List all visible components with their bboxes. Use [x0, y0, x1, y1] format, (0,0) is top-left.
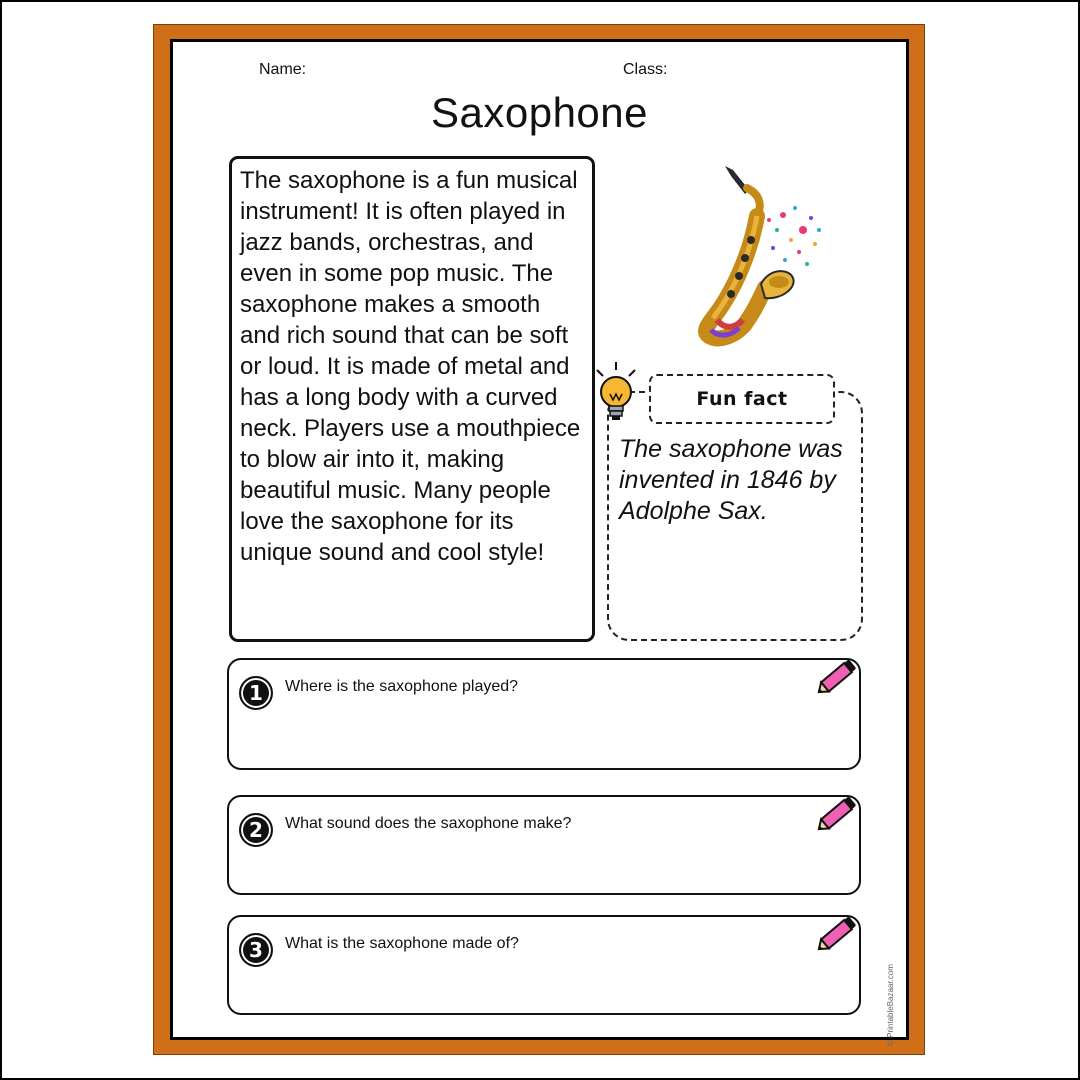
pencil-icon: [813, 789, 863, 837]
worksheet-frame: [153, 24, 925, 1055]
class-label: Class:: [623, 61, 668, 78]
question-number-2: 2: [239, 813, 273, 847]
question-2-box[interactable]: [227, 795, 861, 895]
reading-passage: The saxophone is a fun musical instrument! It is often played in jazz bands, orchestras, and even in some pop music. The saxophone makes a smooth and rich sound that can be soft or loud. It is made of metal and has a long body with a curved neck. Players use a mouthpiece to blow air into it, making beautiful music. Many people love the saxophone for its unique sound and cool style!: [240, 167, 581, 566]
question-2-text: What sound does the saxophone make?: [285, 815, 572, 832]
question-3-box[interactable]: [227, 915, 861, 1015]
reading-passage-box: [229, 156, 595, 642]
question-number-1: 1: [239, 676, 273, 710]
question-1-text: Where is the saxophone played?: [285, 678, 519, 695]
pencil-icon: [813, 909, 863, 957]
lightbulb-icon: [591, 360, 641, 424]
question-number-3: 3: [239, 933, 273, 967]
question-1-box[interactable]: [227, 658, 861, 770]
pencil-icon: [813, 652, 863, 700]
page-title: Saxophone: [430, 89, 649, 136]
fun-fact-label: Fun fact: [649, 374, 835, 424]
saxophone-illustration: [673, 160, 823, 350]
worksheet-page: [170, 39, 909, 1046]
watermark: © PrintableBazaar.com: [886, 964, 895, 1046]
name-label: Name:: [259, 61, 307, 78]
confetti-dots: [767, 206, 821, 280]
question-3-text: What is the saxophone made of?: [285, 935, 519, 952]
fun-fact-text: The saxophone was invented in 1846 by Adolphe Sax.: [619, 435, 843, 525]
